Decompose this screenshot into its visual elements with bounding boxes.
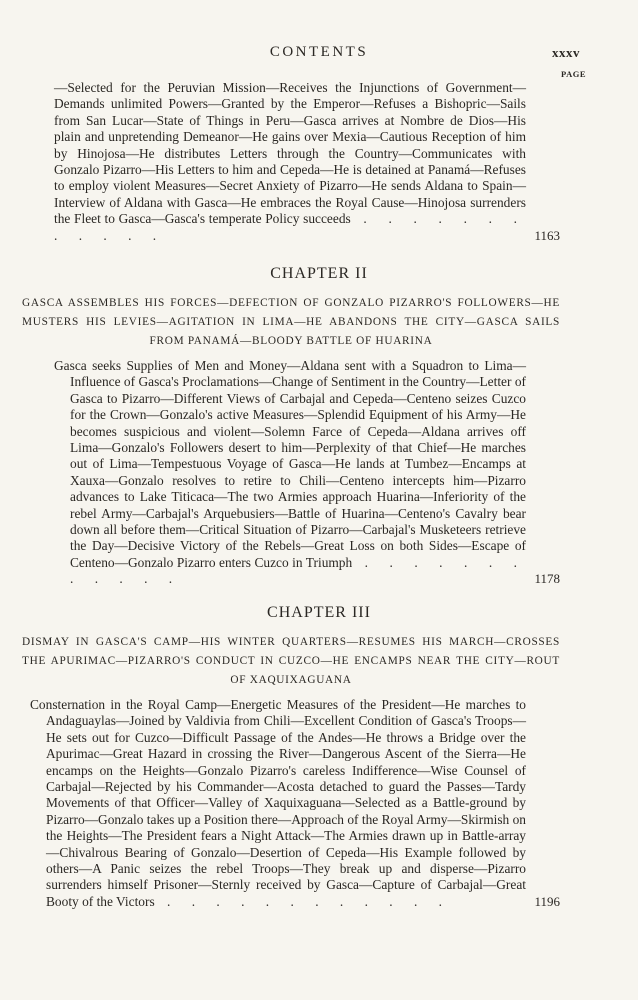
chapter-summary: DISMAY IN GASCA'S CAMP—HIS WINTER QUARTERS—RESUMES HIS MARCH—CROSSES THE APURIMAC—PIZARRO'S CONDUCT IN CUZCO—HE ENCAMPS NEAR THE CITY—ROUT OF XAQUIXAGUANA <box>22 636 560 686</box>
chapter-contents <box>54 358 560 588</box>
dot-leaders: . . . . . . . . . . . . <box>154 893 452 909</box>
entry-text: Gasca seeks Supplies of Men and Money—Aldana sent with a Squadron to Lima—Influence of Gasca's Proclamations—Change of Sentiment in the Country—Letter of Gasca to Pizarro—Different Views of Carbajal and Cepeda—Centeno seizes Cuzco for the Crown—Gonzalo's active Measures—Splendid Equipment of his Army—He becomes suspicious and violent—Solemn Farce of Cepeda—Aldana arrives off Lima—Gonzalo's Followers desert to him—Perplexity of that Chief—He marches out of Lima—Tempestuous Voyage of Gasca—He lands at Tumbez—Encamps at Xauxa—Gonzalo resolves to retire to Chili—Centeno intercepts him—Pizarro advances to Lake Titicaca—The two Armies approach Huarina—Inferiority of the rebel Army—Carbajal's Arquebusiers—Battle of Huarina—Centeno's Cavalry bear down all before them—Critical Situation of Pizarro—Carbajal's Musketeers retrieve the Day—Decisive Victory of the Rebels—Great Loss on both Sides—Escape of Centeno—Gonzalo Pizarro enters Cuzco in Triumph . . . . . . . . . . . . <box>54 358 526 587</box>
entry <box>54 358 560 588</box>
entry-page-number: 1178 <box>534 571 560 587</box>
entry-page-number: 1163 <box>534 227 560 243</box>
chapter-contents <box>30 697 560 910</box>
entry-text: Consternation in the Royal Camp—Energetic Measures of the President—He marches to Andaguaylas—Joined by Valdivia from Chili—Excellent Condition of Gasca's Troops—He sets out for Cuzco—Difficult Passage of the Andes—He throws a Bridge over the Apurimac—Great Hazard in crossing the River—Dangerous Ascent of the Sierra—He encamps on the Heights—Gonzalo Pizarro's careless Indifference—Wise Counsel of Carbajal—Rejected by his Commander—Acosta detached to guard the Passes—Tardy Movements of that Officer—Valley of Xaquixaguana—Selected as a Battle-ground by Pizarro—Gonzalo takes up a Position there—Approach of the Royal Army—Skirmish on the Heights—The President fears a Night Attack—The Armies drawn up in Battle-array—Chivalrous Bearing of Gonzalo—Desertion of Cepeda—His Example followed by others—A Panic seizes the rebel Troops—They break up and disperse—Pizarro surrenders himself Prisoner—Sternly received by Gasca—Capture of Carbajal—Great Booty of the Victors . . . . . . . . . . . . <box>30 697 526 909</box>
chapter-summary: GASCA ASSEMBLES HIS FORCES—DEFECTION OF GONZALO PIZARRO'S FOLLOWERS—HE MUSTERS HIS LEVIES—AGITATION IN LIMA—HE ABANDONS THE CITY—GASCA SAILS FROM PANAMÁ—BLOODY BATTLE OF HUARINA <box>22 297 560 347</box>
dot-leaders: . . . . . . . . . . . . <box>70 554 526 587</box>
contents-entry-continued <box>54 80 560 244</box>
running-title: CONTENTS <box>269 44 369 60</box>
entry <box>54 80 560 244</box>
entry <box>30 697 560 910</box>
chapter-heading: CHAPTER II <box>270 265 368 282</box>
entry-page-number: 1196 <box>534 893 560 909</box>
page-column-label: PAGE <box>561 69 586 79</box>
page-folio: xxxv <box>552 45 580 60</box>
dot-leaders: . . . . . . . . . . . . <box>54 211 526 243</box>
entry-text: —Selected for the Peruvian Mission—Receives the Injunctions of Government—Demands unlimited Powers—Granted by the Emperor—Refuses a Bishopric—Sails from San Lucar—State of Things in Peru—Gasca arrives at Nombre de Dios—His plain and unpretending Demeanor—He gains over Mexia—Cautious Reception of him by Hinojosa—He distributes Letters through the Country—Communicates with Gonzalo Pizarro—His Letters to him and Cepeda—He is detained at Panamá—Refuses to employ violent Measures—Secret Anxiety of Pizarro—He sends Aldana to Spain—Interview of Aldana with Gasca—He embraces the Royal Cause—Hinojosa surrenders the Fleet to Gasca—Gasca's temperate Policy succeeds . . . . . . . . . . . . <box>54 80 526 243</box>
chapter-heading: CHAPTER III <box>267 604 371 621</box>
